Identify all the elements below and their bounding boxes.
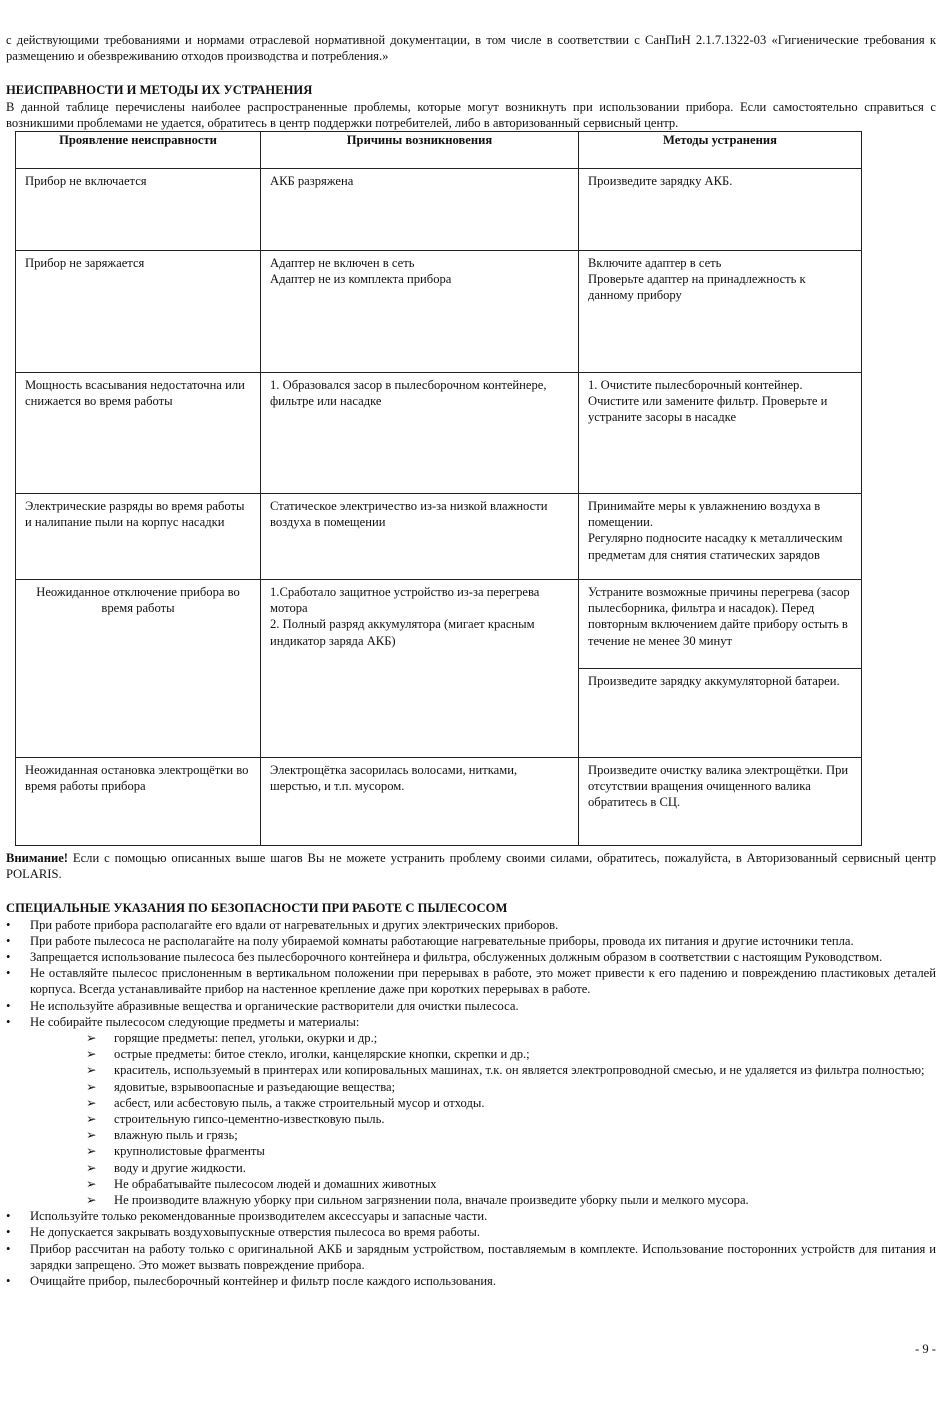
list-item: • Не используйте абразивные вещества и органические растворители для очистки пылесоса. [6, 998, 936, 1014]
list-item-text: Не обрабатывайте пылесосом людей и домашних животных [114, 1176, 437, 1191]
list-item: • Не оставляйте пылесос прислоненным в вертикальном положении при перерывах в работе, это может привести к его падению и повреждению пластиковых деталей корпуса. Всегда устанавливайте прибор на настенное крепление даже при коротких перерывах в работе. [6, 965, 936, 997]
solution-line: Устраните возможные причины перегрева (засор пылесборника, фильтра и насадок). Перед повторным включением дайте прибору остыть в течение не менее 30 минут [588, 585, 850, 648]
arrow-bullet-icon: ➢ [86, 1144, 97, 1159]
arrow-bullet-icon: ➢ [86, 1047, 97, 1062]
column-header-causes: Причины возникновения [261, 132, 579, 169]
list-item [6, 1143, 936, 1159]
cause-line: Электрощётка засорилась волосами, нитками, шерстью, и т.п. мусором. [270, 763, 518, 794]
list-item: • Используйте только рекомендованные производителем аксессуары и запасные части. [6, 1208, 936, 1224]
warning-label: Внимание! [6, 851, 68, 866]
list-item-text: строительную гипсо-цементно-известковую пыль. [114, 1112, 385, 1127]
column-header-solutions: Методы устранения [579, 132, 862, 169]
safety-heading: СПЕЦИАЛЬНЫЕ УКАЗАНИЯ ПО БЕЗОПАСНОСТИ ПРИ РАБОТЕ С ПЫЛЕСОСОМ [6, 901, 508, 916]
arrow-bullet-icon: ➢ [86, 1128, 97, 1143]
list-item: • Не допускается закрывать воздуховыпускные отверстия пылесоса во время работы. [6, 1224, 936, 1240]
troubleshooting-table-wrap [6, 131, 936, 846]
list-item-text: влажную пыль и грязь; [114, 1128, 238, 1143]
forbidden-items-list [6, 1030, 936, 1208]
list-item [6, 1160, 936, 1176]
list-item [6, 1046, 936, 1062]
list-item: • Запрещается использование пылесоса без пылесборочного контейнера и фильтра, обслуженных должным образом в соответствии с настоящим Руководством. [6, 949, 936, 965]
arrow-bullet-icon: ➢ [86, 1193, 97, 1208]
column-header-problem: Проявление неисправности [16, 132, 261, 169]
arrow-bullet-icon: ➢ [86, 1160, 97, 1175]
warning-paragraph [6, 850, 936, 882]
table-header-row [16, 132, 862, 169]
list-item [6, 1192, 936, 1208]
cause-line: 1.Сработало защитное устройство из-за перегрева мотора [270, 585, 540, 616]
list-item-text: Не производите влажную уборку при сильном загрязнении пола, вначале произведите уборку пыли и мелкого мусора. [114, 1193, 749, 1208]
problem-cell: Мощность всасывания недостаточна или снижается во время работы [16, 373, 261, 494]
arrow-bullet-icon: ➢ [86, 1063, 97, 1078]
problem-cell: Прибор не заряжается [16, 251, 261, 373]
solutions-cell [579, 169, 862, 251]
table-row [16, 169, 862, 251]
list-item-text: краситель, используемый в принтерах или копировальных машинах, т.к. он является электропроводной смесью, и не удаляется из фильтра полностью; [114, 1063, 925, 1078]
list-item-text: асбест, или асбестовую пыль, а также строительный мусор и отходы. [114, 1095, 485, 1110]
solutions-cell [579, 494, 862, 580]
list-item [6, 1079, 936, 1095]
causes-cell [261, 169, 579, 251]
list-item: • При работе пылесоса не располагайте на полу убираемой комнаты работающие нагревательные приборы, провода их питания и другие источники тепла. [6, 933, 936, 949]
list-item-text: острые предметы: битое стекло, иголки, канцелярские кнопки, скрепки и др.; [114, 1047, 530, 1062]
list-item-text: воду и другие жидкости. [114, 1160, 246, 1175]
solutions-cell [579, 758, 862, 846]
solution-line: Принимайте меры к увлажнению воздуха в помещении. [588, 499, 821, 530]
troubleshooting-heading: НЕИСПРАВНОСТИ И МЕТОДЫ ИХ УСТРАНЕНИЯ [6, 83, 313, 98]
problem-cell: Электрические разряды во время работы и налипание пыли на корпус насадки [16, 494, 261, 580]
table-row [16, 251, 862, 373]
list-item: • Прибор рассчитан на работу только с оригинальной АКБ и зарядным устройством, поставляемым в комплекте. Использование посторонних устройств для питания и зарядки запрещено. Это может вызвать повреждение прибора. [6, 1241, 936, 1273]
list-item [6, 1176, 936, 1192]
arrow-bullet-icon: ➢ [86, 1079, 97, 1094]
solution-line: Включите адаптер в сеть [588, 256, 722, 271]
safety-bullet-list-after [6, 1208, 936, 1289]
problem-cell: Неожиданная остановка электрощётки во время работы прибора [16, 758, 261, 846]
cause-line: АКБ разряжена [270, 174, 354, 189]
causes-cell [261, 251, 579, 373]
causes-cell [261, 580, 579, 758]
solutions-cell [579, 373, 862, 494]
causes-cell [261, 758, 579, 846]
list-item-text: ядовитые, взрывоопасные и разъедающие вещества; [114, 1079, 396, 1094]
causes-cell [261, 494, 579, 580]
list-item: • При работе прибора располагайте его вдали от нагревательных и других электрических приборов. [6, 917, 936, 933]
solutions-cell [579, 251, 862, 373]
troubleshooting-table [15, 131, 862, 846]
list-item [6, 1111, 936, 1127]
table-row [16, 494, 862, 580]
cause-line: Статическое электричество из-за низкой влажности воздуха в помещении [270, 499, 548, 530]
cause-line: Адаптер не включен в сеть [270, 256, 415, 271]
list-item: • Не собирайте пылесосом следующие предметы и материалы: [6, 1014, 936, 1030]
intro-paragraph: с действующими требованиями и нормами отраслевой нормативной документации, в том числе в соответствии с СанПиН 2.1.7.1322-03 «Гигиенические требования к размещению и обезвреживанию отходов производства и потребления.» [6, 33, 936, 64]
solutions-cell [579, 669, 862, 758]
causes-cell [261, 373, 579, 494]
cause-line: Адаптер не из комплекта прибора [270, 272, 452, 287]
list-item [6, 1127, 936, 1143]
solution-line: Регулярно подносите насадку к металлическим предметам для снятия статических зарядов [588, 531, 843, 562]
list-item [6, 1095, 936, 1111]
solution-line: Проверьте адаптер на принадлежность к данному прибору [588, 272, 806, 303]
solution-line: Произведите зарядку аккумуляторной батареи. [588, 674, 840, 689]
cause-line: 1. Образовался засор в пылесборочном контейнере, фильтре или насадке [270, 378, 547, 409]
table-row [16, 373, 862, 494]
arrow-bullet-icon: ➢ [86, 1176, 97, 1191]
solution-line: Произведите очистку валика электрощётки. При отсутствии вращения очищенного валика обратитесь в СЦ. [588, 763, 849, 810]
solution-line: 1. Очистите пылесборочный контейнер. Очистите или замените фильтр. Проверьте и устраните засоры в насадке [588, 378, 828, 425]
table-row [16, 580, 862, 669]
list-item-text: крупнолистовые фрагменты [114, 1144, 265, 1159]
arrow-bullet-icon: ➢ [86, 1095, 97, 1110]
arrow-bullet-icon: ➢ [86, 1112, 97, 1127]
cause-line: 2. Полный разряд аккумулятора (мигает красным индикатор заряда АКБ) [270, 617, 535, 648]
list-item-text: горящие предметы: пепел, угольки, окурки и др.; [114, 1031, 378, 1046]
safety-bullet-list [6, 917, 936, 1030]
solutions-cell [579, 580, 862, 669]
problem-cell: Прибор не включается [16, 169, 261, 251]
problem-cell: Неожиданное отключение прибора во время работы [16, 580, 261, 758]
solution-line: Произведите зарядку АКБ. [588, 174, 733, 189]
arrow-bullet-icon: ➢ [86, 1031, 97, 1046]
list-item: • Очищайте прибор, пылесборочный контейнер и фильтр после каждого использования. [6, 1273, 936, 1289]
page-number: - 9 - [915, 1342, 936, 1356]
manual-page [6, 32, 936, 1289]
warning-text: Если с помощью описанных выше шагов Вы не можете устранить проблему своими силами, обратитесь, пожалуйста, в Авторизованный сервисный центр POLARIS. [6, 851, 936, 882]
table-row [16, 758, 862, 846]
list-item [6, 1062, 936, 1078]
list-item [6, 1030, 936, 1046]
troubleshooting-description: В данной таблице перечислены наиболее распространенные проблемы, которые могут возникнуть при использовании прибора. Если самостоятельно справиться с возникшими проблемами не удается, обратитесь в центр поддержки потребителей, либо в авторизованный сервисный центр. [6, 99, 936, 130]
